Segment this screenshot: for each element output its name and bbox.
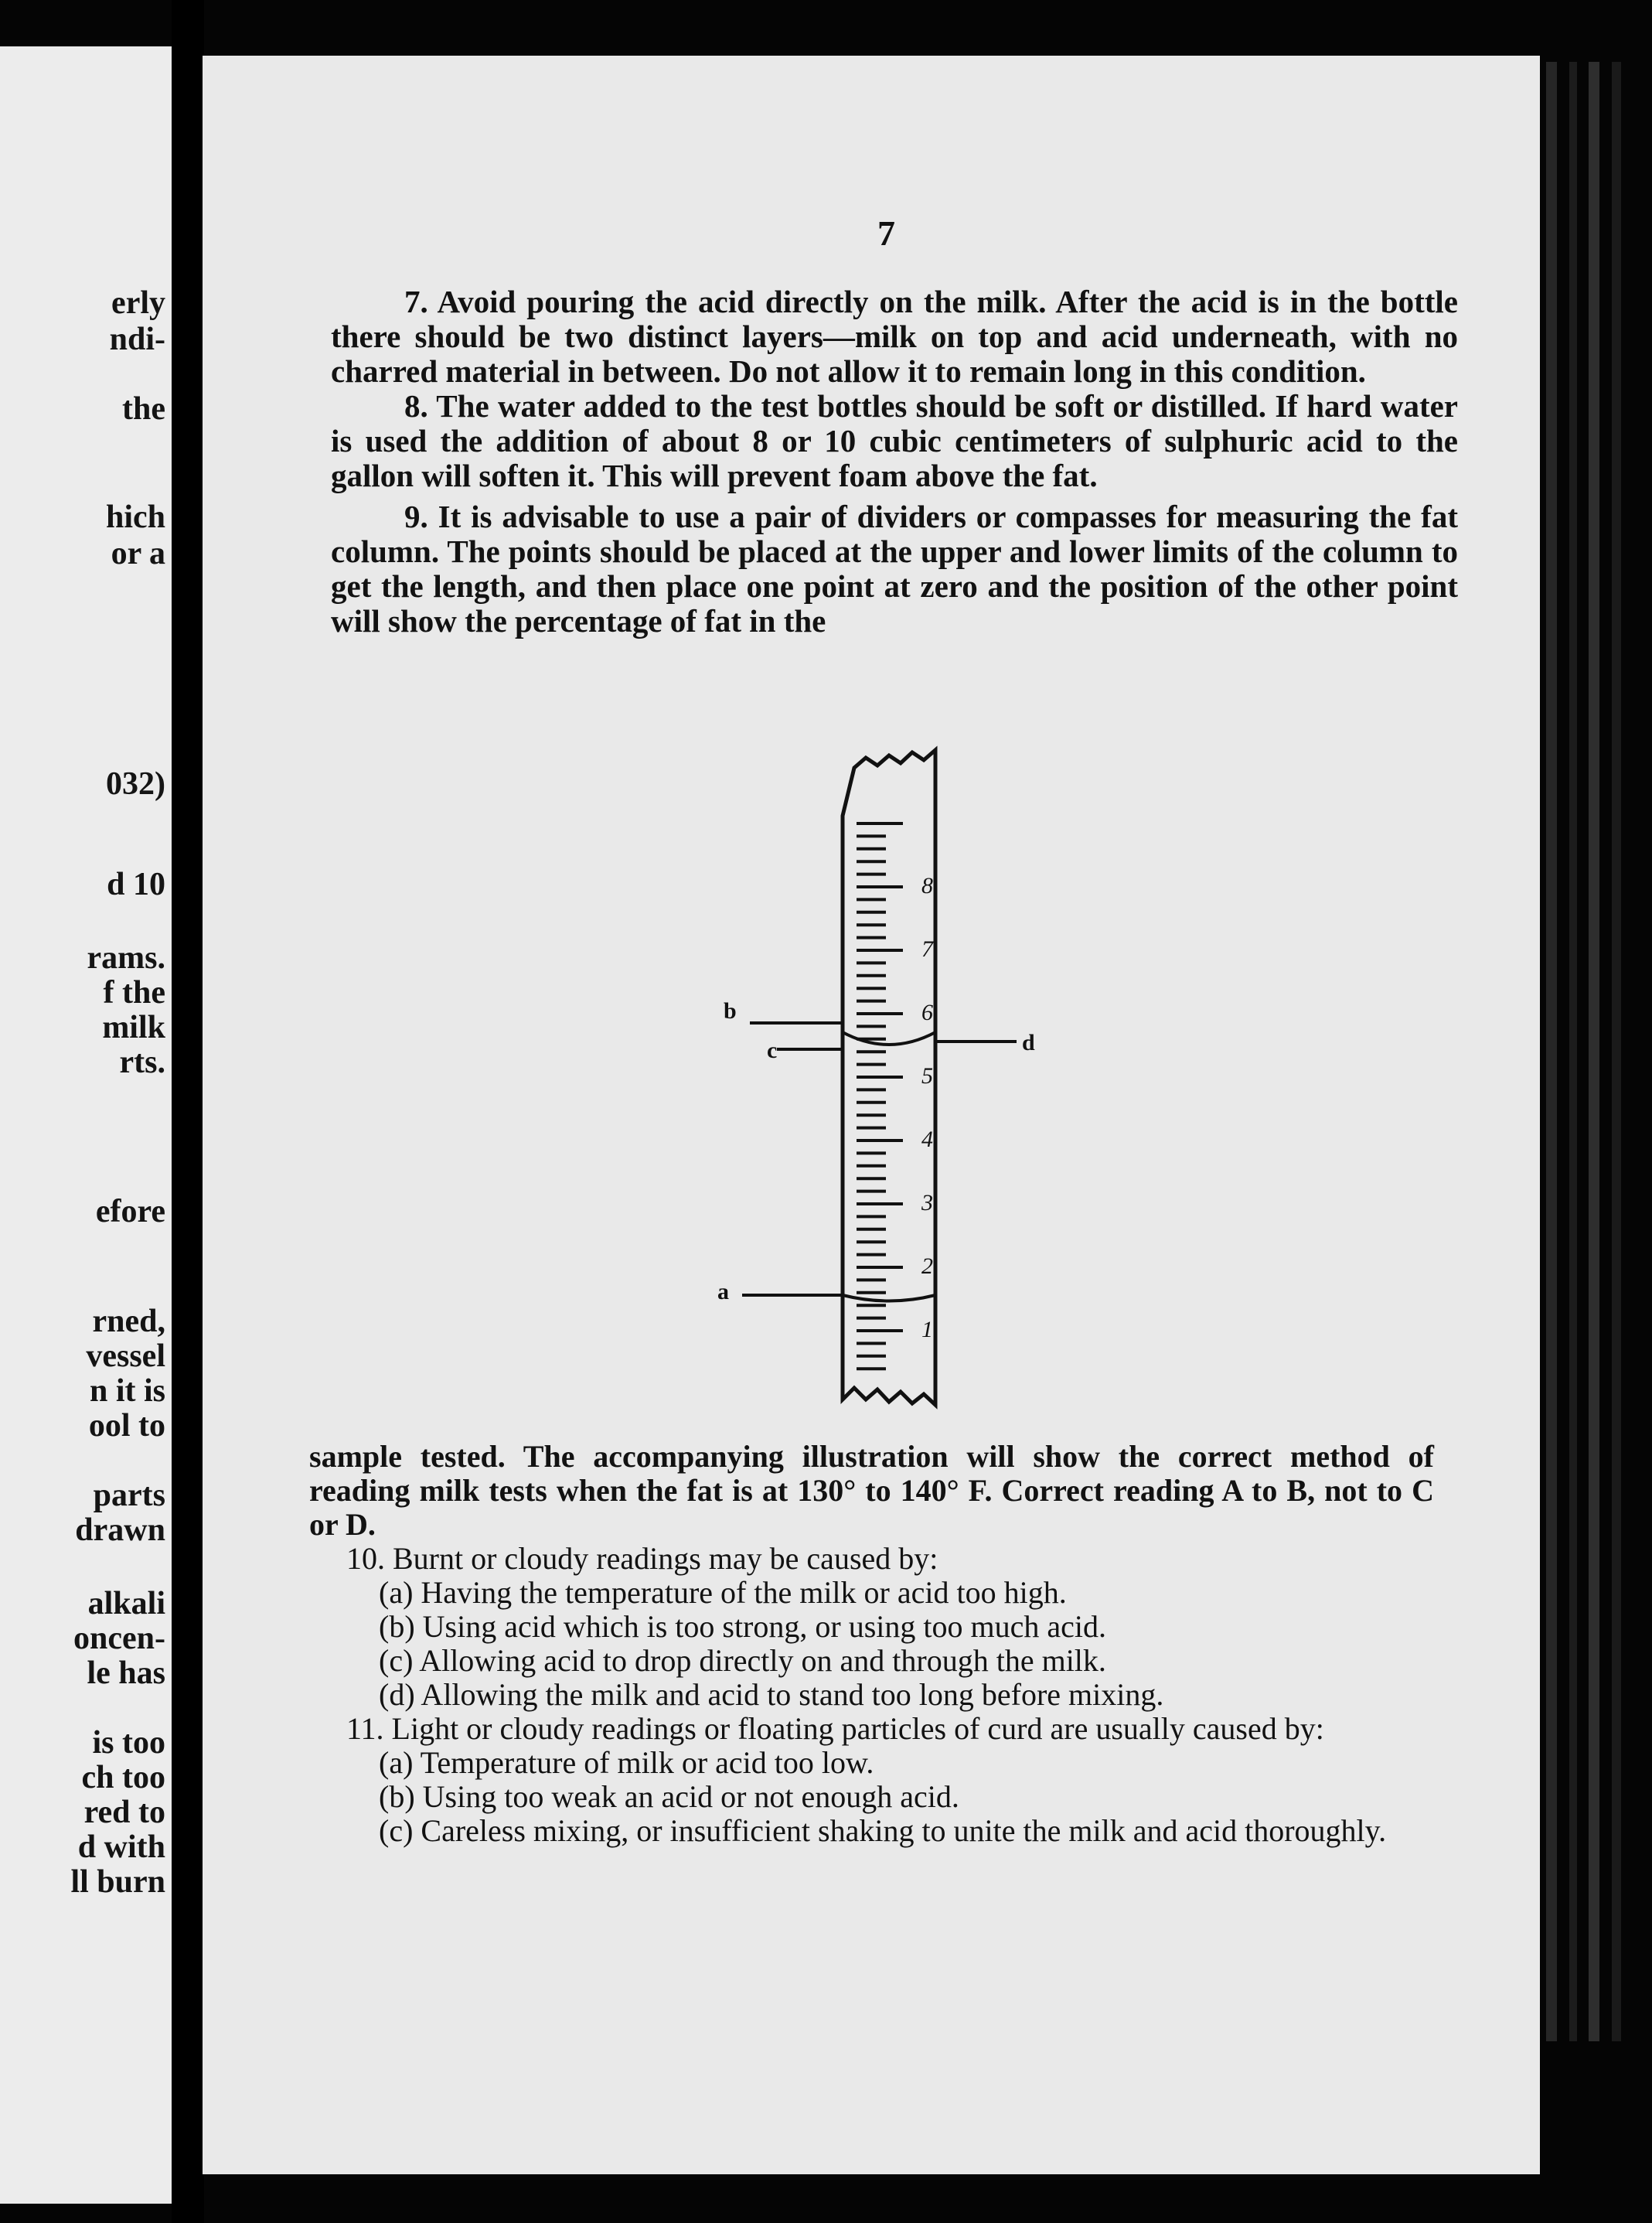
book-gutter: [172, 0, 204, 2223]
left-text-fragment: d 10: [107, 867, 165, 902]
scale-number: 3: [921, 1190, 933, 1215]
scale-ticks: [857, 823, 903, 1369]
milk-test-bottle-figure: [719, 754, 1044, 1427]
paragraphs-top: [331, 285, 1458, 639]
label-a: a: [717, 1279, 729, 1304]
left-text-fragment: ll burn: [70, 1864, 165, 1900]
left-text-fragment: ool to: [88, 1408, 165, 1444]
label-b: b: [724, 998, 737, 1024]
scale-number: 4: [921, 1127, 933, 1152]
left-text-fragment: drawn: [75, 1512, 165, 1548]
page-edge: [1612, 62, 1621, 2041]
left-text-fragment: f the: [103, 975, 165, 1011]
scale-number: 5: [921, 1063, 933, 1089]
scale-number: 6: [921, 1000, 933, 1025]
left-text-fragment: n it is: [89, 1373, 165, 1409]
paragraph-9: 9. It is advisable to use a pair of dividers or compasses for measuring the fat column. The points should be placed at the upper and lower limits of the column to get the length, and then place one point at zero and the position of the other point will show the percentage of fat in the: [331, 499, 1458, 639]
scale-number: 2: [921, 1253, 933, 1279]
left-text-fragment: or a: [111, 536, 165, 571]
left-text-fragment: is too: [92, 1725, 165, 1761]
item-10a: (a) Having the temperature of the milk or acid too high.: [379, 1575, 1067, 1610]
scale-numbers: [921, 873, 935, 1342]
left-text-fragment: efore: [95, 1194, 165, 1229]
item-10-heading: 10. Burnt or cloudy readings may be caused by:: [346, 1541, 938, 1576]
left-text-fragment: ch too: [81, 1760, 165, 1795]
item-10c: (c) Allowing acid to drop directly on and through the milk.: [379, 1643, 1106, 1678]
left-text-fragment: oncen-: [73, 1621, 165, 1656]
page-number: 7: [877, 213, 895, 253]
item-11b: (b) Using too weak an acid or not enough acid.: [379, 1779, 959, 1814]
item-10d: (d) Allowing the milk and acid to stand too long before mixing.: [379, 1677, 1164, 1712]
item-11-heading: 11. Light or cloudy readings or floating particles of curd are usually caused by:: [346, 1711, 1324, 1746]
label-d: d: [1022, 1030, 1035, 1055]
left-text-fragment: vessel: [86, 1338, 165, 1374]
page-edge: [1546, 62, 1557, 2041]
left-text-fragment: alkali: [87, 1586, 165, 1621]
left-text-fragment: milk: [102, 1010, 165, 1045]
paragraph-8: 8. The water added to the test bottles should be soft or distilled. If hard water is used the addition of about 8 or 10 cubic centimeters of sulphuric acid to the gallon will soften it. This will prevent foam above the fat.: [331, 388, 1458, 493]
left-text-fragment: rned,: [92, 1304, 165, 1339]
left-text-fragment: parts: [93, 1478, 165, 1513]
left-text-fragment: the: [122, 391, 165, 427]
scale-number: 7: [921, 936, 933, 962]
upper-meniscus: [843, 1032, 935, 1045]
item-10b: (b) Using acid which is too strong, or using too much acid.: [379, 1609, 1106, 1644]
left-text-fragment: d with: [77, 1829, 165, 1865]
scale-number: 1: [921, 1317, 933, 1342]
scale-number: 8: [921, 873, 933, 898]
left-page-fragment: [0, 46, 172, 2204]
lower-meniscus: [843, 1295, 935, 1301]
item-11a: (a) Temperature of milk or acid too low.: [379, 1745, 874, 1780]
left-text-fragment: le has: [87, 1655, 165, 1691]
item-11c: (c) Careless mixing, or insufficient shaking to unite the milk and acid thoroughly.: [379, 1813, 1387, 1848]
paragraph-7: 7. Avoid pouring the acid directly on the milk. After the acid is in the bottle there should be two distinct layers—milk on top and acid underneath, with no charred material in between. Do not allow it to remain long in this condition.: [331, 284, 1458, 389]
left-text-fragment: rts.: [119, 1045, 165, 1080]
left-text-fragment: rams.: [87, 940, 165, 976]
label-c: c: [767, 1038, 778, 1063]
graduated-neck-diagram: [719, 754, 1044, 1427]
lower-text: [309, 1440, 1434, 1848]
left-text-fragment: red to: [83, 1795, 165, 1830]
page-edge: [1569, 62, 1577, 2041]
left-text-fragment: erly: [111, 285, 165, 321]
page-edge: [1589, 62, 1599, 2041]
paragraph-9-continued: sample tested. The accompanying illustration will show the correct method of reading milk tests when the fat is at 130° to 140° F. Correct reading A to B, not to C or D.: [309, 1439, 1434, 1542]
left-text-fragment: ndi-: [109, 322, 165, 357]
left-text-fragment: 032): [106, 766, 165, 802]
left-text-fragment: hich: [105, 499, 165, 535]
